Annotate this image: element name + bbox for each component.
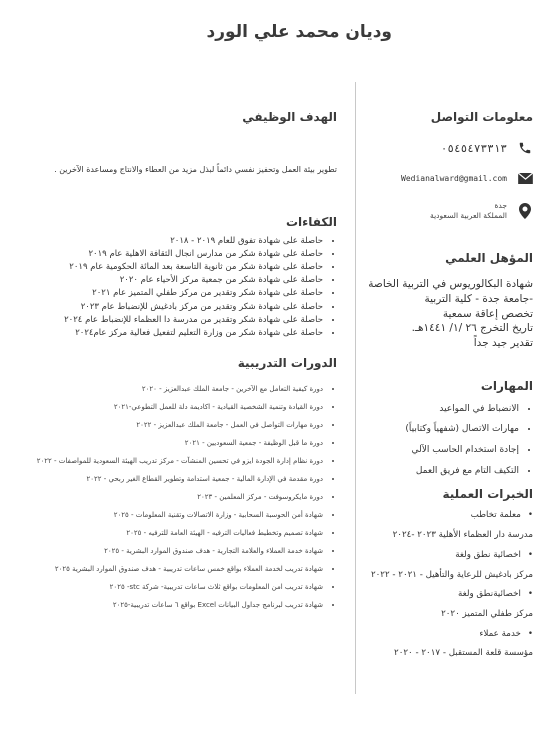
address-city: جدة <box>494 201 507 210</box>
skill-item: • التكيف التام مع فريق العمل <box>357 461 519 482</box>
experience-list <box>357 511 533 658</box>
experience-place: مدرسة دار العظماء الأهلية ٢٠٢٣ -٢٠٢٤ <box>392 530 533 541</box>
competencies-list <box>7 235 337 340</box>
competency-item: • حاصلة على شهادة تفوق للعام ٢٠١٩ - ٢٠١٨ <box>7 235 323 248</box>
course-item: • شهادة خدمة العملاء والعلامة التجارية - هدف صندوق الموارد البشرية - ٢٠٢٥ <box>7 548 323 555</box>
skill-item: • إجادة استخدام الحاسب الآلي <box>357 440 519 461</box>
experience-place: مركز طفلي المتميز ٢٠٢٠ <box>441 608 533 619</box>
course-item: • شهادة تدريب لبرنامج جداول البيانات Excel بواقع ٦ ساعات تدريبية-٢٠٢٥ <box>7 602 323 609</box>
contact-title: معلومات التواصل <box>430 110 533 124</box>
competency-item: • حاصلة على شهادة شكر وتقدير من مركز بادغيش للإنضباط عام ٢٠٢٣ <box>7 301 323 314</box>
education-line: -جامعة جدة - كلية التربية <box>424 292 533 305</box>
location-pin-icon <box>517 203 533 219</box>
education-title: المؤهل العلمي <box>445 251 533 266</box>
course-item: • شهادة تصميم وتخطيط فعاليات الترفيه - الهيئة العامة للترفيه - ٢٠٢٥ <box>7 530 323 537</box>
competency-item: • حاصلة على شهادة شكر وتقدير من مركز طفلي المتميز عام ٢٠٢١ <box>7 287 323 300</box>
competency-item: • حاصلة على شهادة شكر من ثانوية التاسعة بعد المائة الحكومية عام ٢٠١٩ <box>7 261 323 274</box>
education-line: شهادة البكالوريوس في التربية الخاصة <box>368 278 533 291</box>
experience-role: • خدمة عملاء <box>357 630 533 639</box>
address-row <box>357 201 533 221</box>
education-line: تاريخ التخرج ٢٦ /١/ ١٤٤١هـ. <box>411 322 533 335</box>
phone-number: ٠٥٤٥٤٧٣٣١٣ <box>440 141 507 155</box>
course-item: • دورة ما قبل الوظيفة - جمعية السعوديين - ٢٠٢١ <box>7 440 323 447</box>
right-column <box>357 110 533 669</box>
competency-item: • حاصلة على شهادة شكر وتقدير من مدرسة دا العظماء للإنضباط عام ٢٠٢٤ <box>7 314 323 327</box>
phone-icon <box>517 140 533 156</box>
objective-text: تطوير بيئة العمل وتحفيز نفسي دائماً لبذل مزيد من العطاء والانتاج ومساعدة الآخرين . <box>54 165 337 174</box>
education-details <box>357 277 533 350</box>
education-line: تقدير جيد جداً <box>473 337 533 349</box>
experience-place: مؤسسة قلعة المستقبل - ٢٠١٧ - ٢٠٢٠ <box>394 648 533 659</box>
address-country: المملكة العربية السعودية <box>430 211 507 221</box>
skill-item: • الانضباط في المواعيد <box>357 399 519 420</box>
course-item: • دورة مايكروسوفت - مركز المعلمين - ٢٠٢٣ <box>7 494 323 501</box>
objective-title: الهدف الوظيفي <box>242 110 337 124</box>
course-item: • دورة كيفية التعامل مع الآخرين - جامعة الملك عبدالعزيز - ٢٠٢٠ <box>7 386 323 393</box>
course-item: • دورة مهارات التواصل في العمل - جامعة الملك عبدالعزيز - ٢٠٢٢ <box>7 422 323 429</box>
courses-list <box>7 386 337 609</box>
course-item: • شهادة تدريب امن المعلومات بواقع ثلاث ساعات تدريبية- شركة stc- ٢٠٢٥ <box>7 584 323 591</box>
experience-title: الخبرات العملية <box>442 487 533 502</box>
phone-row <box>357 140 533 156</box>
experience-role: • اخصائية نطق ولغة <box>357 551 533 560</box>
course-item: • شهادة تدريب لخدمة العملاء بواقع خمس ساعات تدريبية - هدف صندوق الموارد البشرية ٢٠٢٥ <box>7 566 323 573</box>
course-item: • دورة القيادة وتنمية الشخصية القيادية - اكاديمة دلة للعمل التطوعي-٢٠٢١ <box>7 404 323 411</box>
email-address: Wedianalward@gmail.com <box>401 173 507 183</box>
competency-item: • حاصلة على شهادة شكر من وزارة التعليم لتفعيل فعالية مركز عام٢٠٢٤ <box>7 327 323 340</box>
competency-item: • حاصلة على شهادة شكر من مدارس انجال الثقافة الاهلية عام ٢٠١٩ <box>7 248 323 261</box>
competency-item: • حاصلة على شهادة شكر من جمعية مركز الأحياء عام ٢٠٢٠ <box>7 274 323 287</box>
experience-role: • معلمة تخاطب <box>357 511 533 520</box>
skills-list <box>357 399 533 482</box>
skill-item: • مهارات الاتصال (شفهياً وكتابياً) <box>357 419 519 440</box>
course-item: • شهادة أمن الحوسبة السحابية - وزارة الاتصالات وتقنية المعلومات - ٢٠٢٥ <box>7 512 323 519</box>
address <box>430 201 507 221</box>
course-item: • دورة مقدمة في الإدارة المالية - جمعية استدامة وتطوير القطاع الغير ربحي - ٢٠٢٢ <box>7 476 323 483</box>
courses-title: الدورات التدريبية <box>237 356 337 371</box>
experience-role: • اخصائيةنطق ولغة <box>357 590 533 599</box>
competencies-title: الكفاءات <box>285 214 337 229</box>
left-column <box>7 110 337 620</box>
mail-icon <box>517 170 533 186</box>
applicant-name: وديان محمد علي الورد <box>206 22 392 42</box>
experience-place: مركز بادغيش للرعاية والتأهيل - ٢٠٢١ - ٢٠٢٢ <box>370 569 533 580</box>
column-divider <box>355 82 356 694</box>
skills-title: المهارات <box>480 378 533 393</box>
education-line: تخصص إعاقة سمعية <box>442 307 533 320</box>
course-item: • دورة نظام إدارة الجودة ايزو في تحسين المنشآت - مركز تدريب الهيئة السعودية للمواصفات - ٢٠٢٢ <box>7 458 323 465</box>
email-row <box>357 170 533 186</box>
